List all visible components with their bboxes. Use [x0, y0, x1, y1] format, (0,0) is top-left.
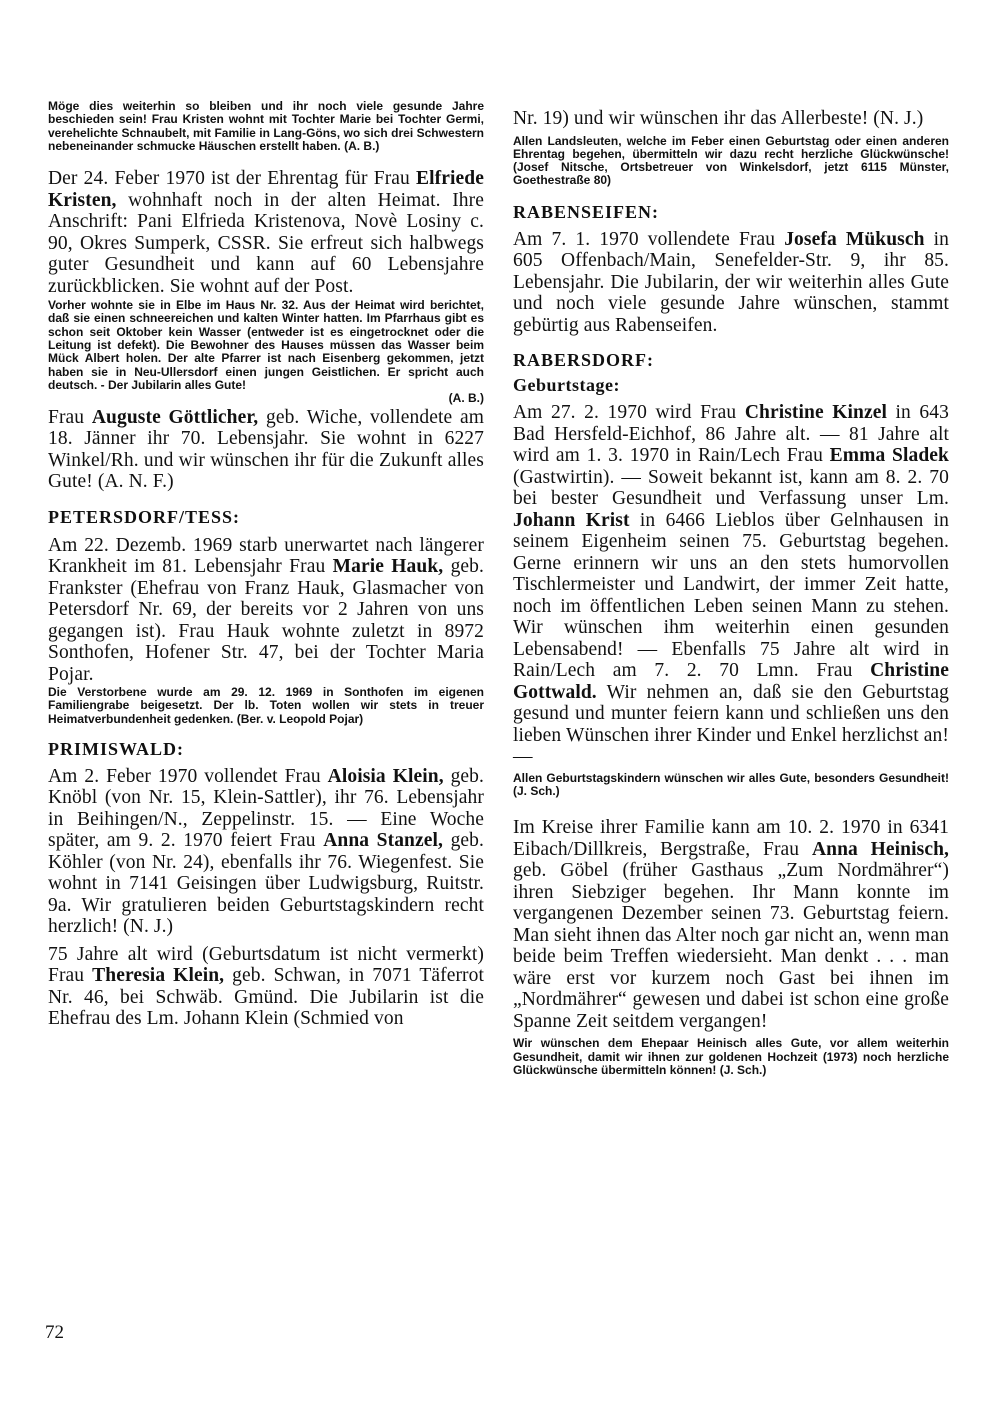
paragraph: Vorher wohnte sie in Elbe im Haus Nr. 32. Aus der Heimat wird berichtet, daß sie einen schneereichen und kalten Winter hatten. Im Pfarrhaus gibt es schon seit Oktober kein Wasser (entweder ist es eingetrocknet oder die Leitung ist defekt). Die Bewohner des Hauses müssen das Wasser beim Mück Albert holen. Der alte Pfarrer ist nach Eisenberg gekommen, jetzt haben sie in Neu-Ullersdorf einen jungen Geistlichen. Er spricht auch deutsch. - Der Jubilarin alles Gute!: [48, 298, 484, 392]
person-name: Christine Kinzel: [744, 402, 887, 424]
person-name: Elfriede Kristen,: [48, 168, 484, 211]
person-name: Christine Gottwald.: [513, 660, 949, 703]
subsection-heading: Geburtstage:: [513, 375, 620, 396]
paragraph: 75 Jahre alt wird (Geburtsdatum ist nicht vermerkt) Frau Theresia Klein, geb. Schwan, in 7071 Täferrot Nr. 46, bei Schwäb. Gmünd. Die Jubilarin ist die Ehefrau des Lm. Johann Klein (Schmied von: [48, 943, 485, 1030]
right-column: [513, 100, 949, 1077]
paragraph: Am 27. 2. 1970 wird Frau Christine Kinzel in 643 Bad Hersfeld-Eichhof, 86 Jahre alt. — 81 Jahre alt wird am 1. 3. 1970 in Rain/Lech Frau Emma Sladek (Gastwirtin). — Soweit bekannt ist, kann am 8. 2. 70 bei bester Gesundheit und Verfassung unser Lm. Johann Krist in 6466 Lieblos über Gelnhausen in seinem Eigenheim seinen 75. Geburtstag begehen. Gerne erinnern wir uns an den stets humorvollen Tischlermeister und Landwirt, der immer Zeit hatte, noch im öffentlichen Leben seinen Mann zu stehen. Wir wünschen ihm weiterhin einen gesunden Lebensabend! — Ebenfalls 75 Jahre alt wird in Rain/Lech am 7. 2. 70 Lmn. Frau Christine Gottwald. Wir nehmen an, daß sie den Geburtstag gesund und munter feiern kann und schließen uns den lieben Wünschen ihrer Kinder und Enkel herzlichst an! —: [513, 402, 949, 768]
section-heading: PETERSDORF/TESS:: [48, 506, 241, 527]
paragraph: Am 2. Feber 1970 vollendet Frau Aloisia Klein, geb. Knöbl (von Nr. 15, Klein-Sattler), ihr 76. Lebensjahr in Beihingen/N., Zeppelinstr. 15. — Eine Woche später, am 9. 2. 1970 feiert Frau Anna Stanzel, geb. Köhler (von Nr. 24), ebenfalls ihr 76. Wiegenfest. Sie wohnt in 7141 Geisingen über Ludwigsburg, Ruitstr. 9a. Wir gratulieren beiden Geburtstagskindern recht herzlich! (N. J.): [48, 765, 485, 938]
paragraph: Nr. 19) und wir wünschen ihr das Allerbeste! (N. J.): [513, 108, 924, 129]
person-name: Josefa Mükusch: [784, 228, 925, 250]
left-column: [48, 100, 484, 1030]
person-name: Theresia Klein,: [92, 965, 225, 987]
paragraph: Am 7. 1. 1970 vollendete Frau Josefa Mükusch in 605 Offenbach/Main, Senefelder-Str. 9, ihr 85. Lebensjahr. Die Jubilarin, der wir weiterhin alles Gute und noch viele gesunde Jahre wünschen, stammt gebürtig aus Rabenseifen.: [513, 228, 950, 336]
person-name: Anna Stanzel,: [323, 830, 444, 852]
person-name: Anna Heinisch,: [811, 838, 950, 860]
paragraph: Frau Auguste Göttlicher, geb. Wiche, vollendete am 18. Jänner ihr 70. Lebensjahr. Sie wohnt in 6227 Winkel/Rh. und wir wünschen ihr für die Zukunft alles Gute! (A. N. F.): [48, 406, 484, 493]
person-name: Aloisia Klein,: [327, 765, 444, 787]
person-name: Auguste Göttlicher,: [91, 406, 259, 428]
person-name: Johann Krist: [513, 509, 630, 531]
signature: (A. B.): [448, 391, 484, 406]
paragraph: Am 22. Dezemb. 1969 starb unerwartet nach längerer Krankheit im 81. Lebensjahr Frau Marie Hauk, geb. Frankster (Ehefrau von Franz Hauk, Glasmacher von Petersdorf Nr. 69, der bereits vor 2 Jahren von uns gegangen ist). Frau Hauk wohnte zuletzt in 8972 Sonthofen, Hofener Str. 47, bei der Tochter Maria Pojar.: [48, 534, 485, 685]
person-name: Emma Sladek: [829, 445, 949, 467]
section-heading: RABERSDORF:: [513, 350, 655, 371]
paragraph: Wir wünschen dem Ehepaar Heinisch alles Gute, vor allem weiterhin Gesundheit, damit wir ihnen zur goldenen Hochzeit (1973) noch herzliche Glückwünsche übermitteln können! (J. Sch.): [513, 1036, 949, 1077]
section-heading: PRIMISWALD:: [48, 738, 185, 759]
paragraph: Allen Landsleuten, welche im Feber einen Geburtstag oder einen anderen Ehrentag begehen, übermitteln wir dazu recht herzliche Glückwünsche! (Josef Nitsche, Ortsbetreuer von Winkelsdorf, jetzt 6115 Münster, Goethestraße 80): [513, 133, 949, 188]
paragraph: Im Kreise ihrer Familie kann am 10. 2. 1970 in 6341 Eibach/Dillkreis, Bergstraße, Frau Anna Heinisch, geb. Göbel (früher Gasthaus „Zum Nordmährer“) ihren Siebziger begehen. Ihr Mann konnte im vergangenen Dezember seinen 73. Geburtstag feiern. Man sieht ihnen das Alter noch gar nicht an, wenn man beide beim Treffen wiedersieht. Man denkt . . . man wäre erst vor kurzem noch Gast bei ihnen im „Nordmährer“ gewesen und dabei ist schon eine große Spanne Zeit seitdem vergangen!: [513, 817, 950, 1032]
paragraph: Möge dies weiterhin so bleiben und ihr noch viele gesunde Jahre beschieden sein! Frau Kristen wohnt mit Tochter Marie bei Tochter Germi, verehelichte Schnaubelt, mit Familie in Lang-Göns, wo sich drei Schwestern nebeneinander schmucke Häuschen erstellt haben. (A. B.): [48, 99, 484, 153]
section-heading: RABENSEIFEN:: [513, 201, 660, 222]
paragraph: Der 24. Feber 1970 ist der Ehrentag für Frau Elfriede Kristen, wohnhaft noch in der alten Heimat. Ihre Anschrift: Pani Elfrieda Kristenova, Novè Losiny c. 90, Okres Sumperk, CSSR. Sie erfreut sich halbwegs guter Gesundheit und kann auf 60 Lebensjahre zurückblicken. Sie wohnt auf der Post.: [48, 168, 484, 297]
paragraph: Allen Geburtstagskindern wünschen wir alles Gute, besonders Gesundheit! (J. Sch.): [513, 770, 949, 798]
page-number: 72: [45, 1322, 64, 1343]
paragraph: Die Verstorbene wurde am 29. 12. 1969 in Sonthofen im eigenen Familiengrabe beigesetzt. Der lb. Toten wollen wir stets in treuer Heimatverbundenheit gedenken. (Ber. v. Leopold Pojar): [48, 685, 484, 726]
person-name: Marie Hauk,: [332, 556, 444, 578]
